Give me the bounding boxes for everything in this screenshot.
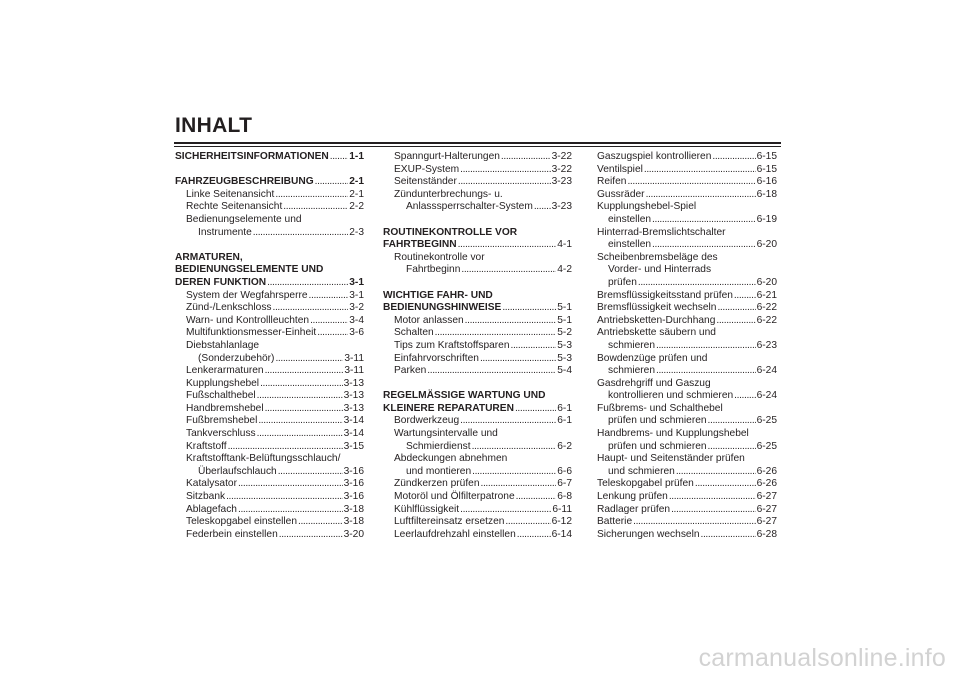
toc-label: Handbremshebel (186, 402, 264, 414)
toc-page: 3-20 (343, 528, 364, 540)
toc-page: 5-4 (557, 365, 572, 377)
toc-entry[interactable] (175, 189, 364, 202)
leader-dots (310, 315, 348, 328)
toc-page: 3-14 (343, 415, 364, 427)
leader-dots (501, 151, 551, 164)
toc-page: 3-18 (343, 503, 364, 515)
leader-dots (656, 365, 756, 378)
toc-entry[interactable] (383, 504, 572, 517)
toc-label-line: Handbrems- und Kupplungshebel (597, 428, 749, 440)
toc-entry[interactable] (175, 302, 364, 315)
toc-entry[interactable] (597, 151, 777, 164)
toc-entry[interactable] (597, 214, 777, 227)
toc-label: Tips zum Kraftstoffsparen (394, 339, 510, 351)
toc-label: Gussräder (597, 188, 645, 200)
leader-dots (273, 302, 349, 315)
toc-label-line: Routinekontrolle vor (394, 251, 485, 263)
toc-label: EXUP-System (394, 163, 460, 175)
leader-dots (515, 403, 556, 416)
leader-dots (460, 415, 556, 428)
toc-page: 6-26 (756, 465, 777, 477)
toc-label-line: Hinterrad-Bremslichtschalter (597, 226, 726, 238)
toc-page: 3-22 (551, 163, 572, 175)
toc-label-line: Abdeckungen abnehmen (394, 453, 508, 465)
toc-entry[interactable] (597, 466, 777, 479)
leader-dots (638, 277, 756, 290)
leader-dots (695, 478, 756, 491)
toc-label-line: Vorder- und Hinterrads (608, 264, 712, 276)
leader-dots (298, 516, 343, 529)
leader-dots (480, 353, 556, 366)
toc-entry[interactable] (175, 201, 364, 214)
toc-entry[interactable] (383, 201, 572, 214)
leader-dots (317, 327, 348, 340)
toc-label: Fahrtbeginn (406, 264, 461, 276)
toc-label: Teleskopgabel einstellen (186, 516, 298, 528)
toc-entry[interactable] (175, 315, 364, 328)
toc-page: 6-20 (756, 239, 777, 251)
toc-label: Lenkung prüfen (597, 491, 668, 503)
toc-entry[interactable] (175, 441, 364, 454)
toc-entry[interactable] (383, 340, 572, 353)
leader-dots (461, 264, 556, 277)
toc-entry[interactable] (597, 290, 777, 303)
leader-dots (309, 290, 349, 303)
toc-entry[interactable] (175, 504, 364, 517)
toc-label: Spanngurt-Halterungen (394, 151, 500, 162)
toc-page: 5-3 (557, 352, 572, 364)
leader-dots (734, 290, 756, 303)
toc-label: prüfen und schmieren (608, 440, 707, 452)
toc-heading-line: ROUTINEKONTROLLE VOR (383, 226, 518, 238)
toc-page: 6-2 (557, 440, 572, 452)
toc-label-line: Gasdrehgriff und Gaszug (597, 377, 711, 389)
toc-label: Kupplungshebel (186, 377, 260, 389)
toc-entry[interactable] (383, 365, 572, 378)
toc-label: SICHERHEITSINFORMATIONEN (175, 151, 329, 162)
toc-page: 6-25 (756, 415, 777, 427)
toc-page: 6-26 (756, 478, 777, 490)
toc-page: 3-23 (551, 176, 572, 188)
toc-entry[interactable] (597, 302, 777, 315)
toc-page: 2-1 (349, 188, 364, 200)
toc-entry[interactable] (175, 365, 364, 378)
toc-entry[interactable] (383, 441, 572, 454)
toc-entry[interactable] (383, 164, 572, 177)
leader-dots (427, 365, 556, 378)
leader-dots (265, 403, 343, 416)
leader-dots (458, 239, 557, 252)
toc-label: Tankverschluss (186, 428, 256, 440)
leader-dots (278, 466, 343, 479)
toc-label: Seitenständer (394, 176, 457, 188)
toc-label: System der Wegfahrsperre (186, 289, 308, 301)
toc-heading-line: WICHTIGE FAHR- UND (383, 289, 493, 301)
leader-dots (275, 353, 343, 366)
toc-label: Bremsflüssigkeit wechseln (597, 302, 717, 314)
leader-dots (708, 441, 756, 454)
toc-label: Anlasssperrschalter-System (406, 201, 533, 213)
toc-page: 4-2 (557, 264, 572, 276)
toc-label: und montieren (406, 465, 472, 477)
toc-entry[interactable] (175, 390, 364, 403)
title-rule-thick (174, 142, 781, 144)
toc-entry[interactable] (383, 264, 572, 277)
toc-label: kontrollieren und schmieren (608, 390, 734, 402)
toc-label: Kühlflüssigkeit (394, 503, 460, 515)
toc-heading-line: REGELMÄSSIGE WARTUNG UND (383, 390, 546, 402)
toc-label: Schalten (394, 327, 434, 339)
toc-label: Teleskopgabel prüfen (597, 478, 694, 490)
toc-page: 3-2 (349, 302, 364, 314)
toc-page: 3-15 (343, 440, 364, 452)
leader-dots (238, 478, 343, 491)
toc-label-line: Diebstahlanlage (186, 339, 260, 351)
toc-label-line: Haupt- und Seitenständer prüfen (597, 453, 745, 465)
leader-dots (652, 239, 756, 252)
toc-entry[interactable] (597, 529, 777, 542)
leader-dots (708, 415, 756, 428)
toc-label: Einfahrvorschriften (394, 352, 479, 364)
leader-dots (228, 441, 343, 454)
toc-page: 3-18 (343, 516, 364, 528)
toc-label-line: Antriebskette säubern und (597, 327, 716, 339)
leader-dots (267, 277, 348, 290)
leader-dots (633, 516, 756, 529)
toc-label: (Sonderzubehör) (198, 352, 275, 364)
toc-page: 6-28 (756, 528, 777, 540)
leader-dots (656, 340, 756, 353)
toc-label: Fußschalthebel (186, 390, 256, 402)
toc-page: 3-16 (343, 465, 364, 477)
leader-dots (265, 365, 344, 378)
toc-page: 3-23 (551, 201, 572, 213)
toc-page: 3-1 (349, 289, 364, 301)
toc-column-3 (597, 151, 777, 541)
leader-dots (472, 441, 557, 454)
toc-entry[interactable] (383, 415, 572, 428)
toc-entry[interactable] (383, 516, 572, 529)
toc-page: 6-21 (756, 289, 777, 301)
toc-entry[interactable] (383, 315, 572, 328)
leader-dots (701, 529, 756, 542)
toc-label: FAHRTBEGINN (383, 239, 457, 251)
toc-entry[interactable] (597, 176, 777, 189)
toc-entry[interactable] (597, 164, 777, 177)
toc-page: 3-11 (344, 365, 364, 377)
toc-label-line: Fußbrems- und Schalthebel (597, 402, 723, 414)
toc-page: 6-27 (756, 491, 777, 503)
leader-dots (716, 315, 755, 328)
toc-label: Antriebsketten-Durchhang (597, 314, 716, 326)
toc-label: Multifunktionsmesser-Einheit (186, 327, 317, 339)
toc-label: Sitzbank (186, 491, 226, 503)
toc-entry[interactable] (597, 315, 777, 328)
leader-dots (238, 504, 343, 517)
toc-label: Ventilspiel (597, 163, 643, 175)
toc-entry[interactable] (597, 415, 777, 428)
leader-dots (460, 164, 551, 177)
toc-label: Zünd-/Lenkschloss (186, 302, 272, 314)
leader-dots (669, 491, 756, 504)
leader-dots (257, 390, 343, 403)
toc-label: Radlager prüfen (597, 503, 671, 515)
toc-label: Parken (394, 365, 427, 377)
toc-page: 6-15 (756, 151, 777, 162)
toc-page: 6-27 (756, 503, 777, 515)
leader-dots (226, 491, 343, 504)
toc-label: KLEINERE REPARATUREN (383, 402, 514, 414)
toc-column-2 (383, 151, 572, 541)
leader-dots (671, 504, 756, 517)
toc-label: FAHRZEUGBESCHREIBUNG (175, 176, 314, 188)
leader-dots (458, 176, 551, 189)
toc-entry[interactable] (175, 428, 364, 441)
leader-dots (646, 189, 756, 202)
toc-label: Luftfiltereinsatz ersetzen (394, 516, 505, 528)
toc-entry[interactable] (175, 403, 364, 416)
toc-entry[interactable] (175, 529, 364, 542)
toc-page: 5-1 (557, 302, 572, 314)
toc-entry[interactable] (175, 415, 364, 428)
toc-page: 6-7 (557, 478, 572, 490)
toc-page: 6-23 (756, 339, 777, 351)
toc-page: 2-3 (349, 226, 364, 238)
title-rule-thin (174, 146, 781, 147)
toc-entry[interactable] (383, 403, 572, 416)
toc-page: 2-1 (349, 176, 364, 188)
toc-label: schmieren (608, 365, 655, 377)
leader-dots (712, 151, 755, 164)
toc-page: 6-6 (557, 465, 572, 477)
toc-page: 3-13 (343, 402, 364, 414)
toc-label-line: Wartungsintervalle und (394, 428, 498, 440)
toc-page: 6-20 (756, 276, 777, 288)
leader-dots (275, 189, 348, 202)
toc-page: 3-11 (344, 352, 364, 364)
toc-entry[interactable] (383, 239, 572, 252)
toc-label: Katalysator (186, 478, 237, 490)
toc-page: 5-3 (557, 339, 572, 351)
toc-label: DEREN FUNKTION (175, 276, 267, 288)
toc-entry[interactable] (597, 277, 777, 290)
toc-label-line: Bowdenzüge prüfen und (597, 352, 708, 364)
toc-page: 6-22 (756, 302, 777, 314)
leader-dots (465, 315, 557, 328)
toc-page: 5-2 (557, 327, 572, 339)
leader-dots (511, 340, 557, 353)
toc-page: 1-1 (349, 151, 364, 162)
toc-entry[interactable] (175, 277, 364, 290)
toc-label: prüfen (608, 276, 637, 288)
toc-page: 6-12 (551, 516, 572, 528)
toc-entry[interactable] (175, 353, 364, 366)
toc-heading-line: BEDIENUNGSELEMENTE UND (175, 264, 324, 276)
leader-dots (516, 491, 557, 504)
toc-label: Reifen (597, 176, 627, 188)
leader-dots (435, 327, 557, 340)
toc-page: 3-13 (343, 377, 364, 389)
toc-page: 3-14 (343, 428, 364, 440)
toc-entry[interactable] (597, 491, 777, 504)
toc-page: 3-16 (343, 478, 364, 490)
leader-dots (652, 214, 756, 227)
leader-dots (644, 164, 756, 177)
leader-dots (717, 302, 755, 315)
toc-entry[interactable] (383, 176, 572, 189)
toc-page: 6-11 (552, 503, 572, 515)
toc-page: 6-22 (756, 314, 777, 326)
toc-label: schmieren (608, 339, 655, 351)
leader-dots (505, 516, 550, 529)
toc-page: 6-24 (756, 365, 777, 377)
toc-entry[interactable] (597, 516, 777, 529)
toc-label-line: Bedienungselemente und (186, 213, 302, 225)
toc-label: Motoröl und Ölfilterpatrone (394, 491, 515, 503)
toc-label: und schmieren (608, 465, 675, 477)
toc-label: Fußbremshebel (186, 415, 258, 427)
toc-entry[interactable] (175, 176, 364, 189)
toc-heading-line: ARMATUREN, (175, 251, 243, 263)
leader-dots (257, 428, 343, 441)
toc-label: Leerlaufdrehzahl einstellen (394, 528, 516, 540)
toc-page: 6-19 (756, 213, 777, 225)
toc-label: Bordwerkzeug (394, 415, 460, 427)
toc-entry[interactable] (597, 478, 777, 491)
toc-entry[interactable] (597, 365, 777, 378)
toc-column-1 (175, 151, 364, 541)
toc-entry[interactable] (175, 290, 364, 303)
toc-label: Linke Seitenansicht (186, 188, 275, 200)
toc-label: Lenkerarmaturen (186, 365, 264, 377)
toc-entry[interactable] (597, 441, 777, 454)
toc-entry[interactable] (175, 516, 364, 529)
toc-page: 3-6 (349, 327, 364, 339)
toc-entry[interactable] (597, 504, 777, 517)
toc-entry[interactable] (383, 302, 572, 315)
toc-label: Instrumente (198, 226, 252, 238)
toc-label: Bremsflüssigkeitsstand prüfen (597, 289, 733, 301)
toc-entry[interactable] (383, 353, 572, 366)
toc-entry[interactable] (597, 239, 777, 252)
toc-label-line: Kupplungshebel-Spiel (597, 201, 697, 213)
leader-dots (315, 176, 349, 189)
toc-label: Motor anlassen (394, 314, 464, 326)
page-title: INHALT (175, 114, 253, 137)
toc-label: einstellen (608, 213, 652, 225)
leader-dots (258, 415, 342, 428)
toc-label-line: Kraftstofftank-Belüftungsschlauch/ (186, 453, 341, 465)
toc-page: 6-15 (756, 163, 777, 175)
toc-label: Sicherungen wechseln (597, 528, 700, 540)
toc-entry[interactable] (597, 340, 777, 353)
toc-entry[interactable] (597, 189, 777, 202)
toc-page: 5-1 (557, 314, 572, 326)
toc-page: 6-27 (756, 516, 777, 528)
toc-page: 6-24 (756, 390, 777, 402)
watermark: carmanualsonline.info (698, 644, 946, 672)
toc-entry[interactable] (175, 151, 364, 164)
toc-page: 6-25 (756, 440, 777, 452)
leader-dots (472, 466, 556, 479)
leader-dots (502, 302, 556, 315)
leader-dots (517, 529, 551, 542)
toc-label-line: Scheibenbremsbeläge des (597, 251, 718, 263)
leader-dots (283, 201, 348, 214)
toc-label: Schmierdienst (406, 440, 471, 452)
toc-entry[interactable] (175, 466, 364, 479)
leader-dots (460, 504, 551, 517)
toc-page: 3-4 (349, 314, 364, 326)
toc-label: Rechte Seitenansicht (186, 201, 283, 213)
leader-dots (260, 378, 343, 391)
leader-dots (627, 176, 755, 189)
toc-label: Ablagefach (186, 503, 237, 515)
toc-page: 3-1 (349, 276, 364, 288)
toc-label-line: Zündunterbrechungs- u. (394, 188, 503, 200)
toc-page: 6-8 (557, 491, 572, 503)
leader-dots (330, 151, 349, 164)
leader-dots (534, 201, 551, 214)
toc-page: 2-2 (349, 201, 364, 213)
toc-page: 6-1 (557, 415, 572, 427)
toc-label: BEDIENUNGSHINWEISE (383, 302, 502, 314)
toc-label: Gaszugspiel kontrollieren (597, 151, 712, 162)
toc-label: Batterie (597, 516, 633, 528)
toc-label: Kraftstoff (186, 440, 227, 452)
toc-entry[interactable] (175, 378, 364, 391)
leader-dots (676, 466, 756, 479)
toc-page: 4-1 (557, 239, 572, 251)
toc-page: 6-16 (756, 176, 777, 188)
toc-entry[interactable] (383, 478, 572, 491)
toc-page: 3-13 (343, 390, 364, 402)
leader-dots (253, 227, 348, 240)
toc-label: Warn- und Kontrollleuchten (186, 314, 310, 326)
leader-dots (734, 390, 755, 403)
toc-page: 3-22 (551, 151, 572, 162)
toc-entry[interactable] (175, 478, 364, 491)
toc-entry[interactable] (175, 227, 364, 240)
toc-entry[interactable] (383, 151, 572, 164)
toc-page: 6-18 (756, 188, 777, 200)
toc-label: prüfen und schmieren (608, 415, 707, 427)
toc-entry[interactable] (597, 390, 777, 403)
toc-label: Zündkerzen prüfen (394, 478, 480, 490)
toc-entry[interactable] (383, 327, 572, 340)
toc-page: 6-1 (557, 402, 572, 414)
toc-page: 3-16 (343, 491, 364, 503)
toc-entry[interactable] (175, 327, 364, 340)
toc-label: Überlaufschlauch (198, 465, 277, 477)
toc-page: 6-14 (551, 528, 572, 540)
toc-entry[interactable] (383, 466, 572, 479)
toc-entry[interactable] (175, 491, 364, 504)
leader-dots (279, 529, 343, 542)
leader-dots (481, 478, 557, 491)
toc-entry[interactable] (383, 491, 572, 504)
toc-label: einstellen (608, 239, 652, 251)
toc-entry[interactable] (383, 529, 572, 542)
toc-label: Federbein einstellen (186, 528, 278, 540)
